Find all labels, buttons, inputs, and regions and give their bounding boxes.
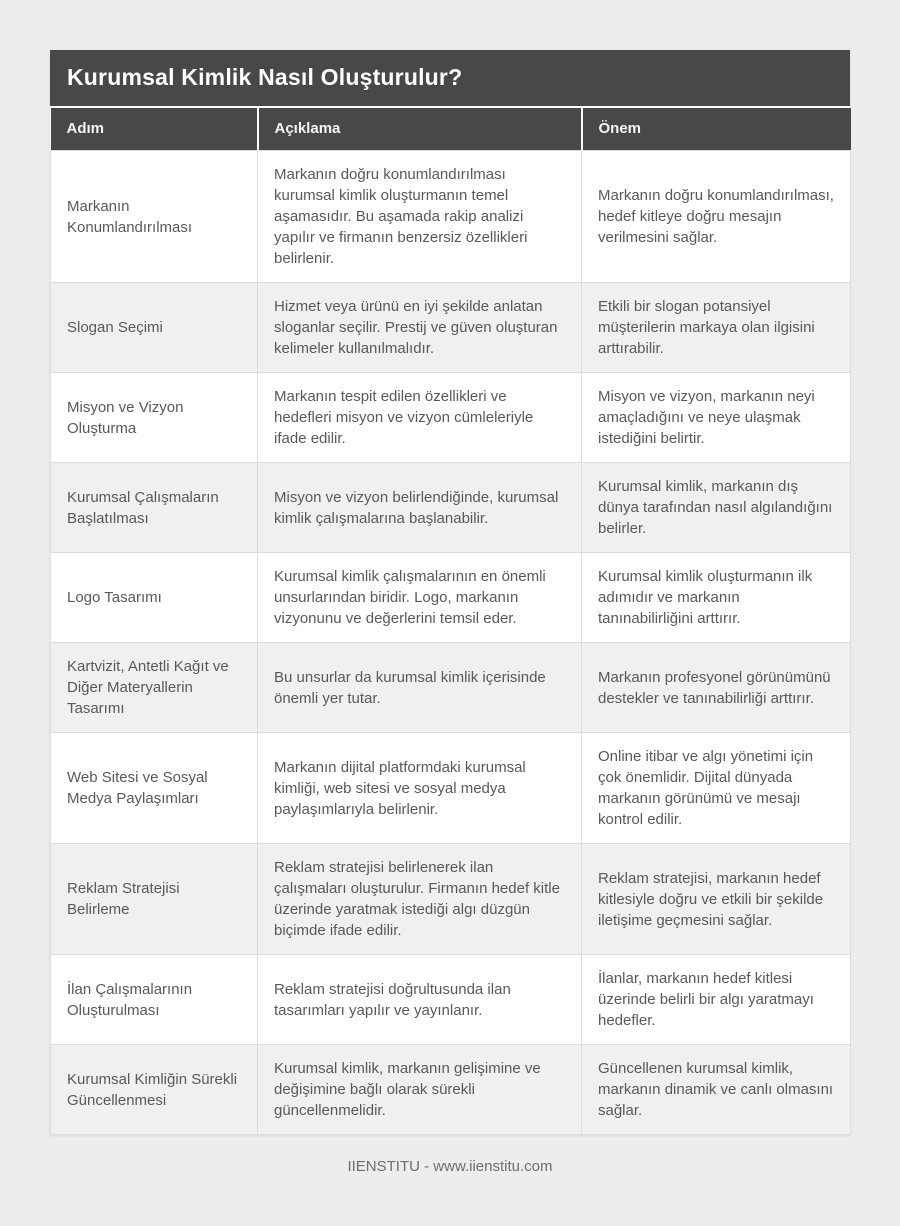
- importance-cell: Reklam stratejisi, markanın hedef kitlesiyle doğru ve etkili bir şekilde iletişime geçmesini sağlar.: [582, 844, 851, 955]
- column-header-step: Adım: [51, 108, 258, 151]
- table-row: [51, 463, 851, 553]
- step-cell: İlan Çalışmalarının Oluşturulması: [51, 955, 258, 1045]
- step-cell: Kurumsal Çalışmaların Başlatılması: [51, 463, 258, 553]
- step-cell: Misyon ve Vizyon Oluşturma: [51, 373, 258, 463]
- importance-cell: Kurumsal kimlik oluşturmanın ilk adımıdır ve markanın tanınabilirliğini arttırır.: [582, 553, 851, 643]
- description-cell: Markanın doğru konumlandırılması kurumsal kimlik oluşturmanın temel aşamasıdır. Bu aşamada rakip analizi yapılır ve firmanın benzersiz özellikleri belirlenir.: [258, 151, 582, 283]
- importance-cell: Markanın doğru konumlandırılması, hedef kitleye doğru mesajın verilmesini sağlar.: [582, 151, 851, 283]
- title-bar: [50, 50, 850, 108]
- table-row: [51, 1045, 851, 1135]
- description-cell: Kurumsal kimlik çalışmalarının en önemli unsurlarından biridir. Logo, markanın vizyonunu ve değerlerini temsil eder.: [258, 553, 582, 643]
- importance-cell: Kurumsal kimlik, markanın dış dünya tarafından nasıl algılandığını belirler.: [582, 463, 851, 553]
- page-title: Kurumsal Kimlik Nasıl Oluşturulur?: [67, 64, 463, 90]
- importance-cell: Markanın profesyonel görünümünü destekler ve tanınabilirliği arttırır.: [582, 643, 851, 733]
- step-cell: Kartvizit, Antetli Kağıt ve Diğer Materyallerin Tasarımı: [51, 643, 258, 733]
- step-cell: Slogan Seçimi: [51, 283, 258, 373]
- description-cell: Hizmet veya ürünü en iyi şekilde anlatan sloganlar seçilir. Prestij ve güven oluşturan kelimeler kullanılmalıdır.: [258, 283, 582, 373]
- table-header-row: [51, 108, 851, 151]
- table-row: [51, 955, 851, 1045]
- table-row: [51, 844, 851, 955]
- footer-credit: IIENSTITU - www.iienstitu.com: [347, 1158, 553, 1175]
- step-cell: Kurumsal Kimliğin Sürekli Güncellenmesi: [51, 1045, 258, 1135]
- column-header-description: Açıklama: [258, 108, 582, 151]
- description-cell: Reklam stratejisi doğrultusunda ilan tasarımları yapılır ve yayınlanır.: [258, 955, 582, 1045]
- step-cell: Reklam Stratejisi Belirleme: [51, 844, 258, 955]
- description-cell: Reklam stratejisi belirlenerek ilan çalışmaları oluşturulur. Firmanın hedef kitle üzerinde yaratmak istediği algı düzgün biçimde ifade edilir.: [258, 844, 582, 955]
- step-cell: Web Sitesi ve Sosyal Medya Paylaşımları: [51, 733, 258, 844]
- importance-cell: Online itibar ve algı yönetimi için çok önemlidir. Dijital dünyada markanın görünümü ve mesajı kontrol edilir.: [582, 733, 851, 844]
- description-cell: Bu unsurlar da kurumsal kimlik içerisinde önemli yer tutar.: [258, 643, 582, 733]
- table-row: [51, 373, 851, 463]
- importance-cell: İlanlar, markanın hedef kitlesi üzerinde belirli bir algı yaratmayı hedefler.: [582, 955, 851, 1045]
- step-cell: Logo Tasarımı: [51, 553, 258, 643]
- importance-cell: Etkili bir slogan potansiyel müşterilerin markaya olan ilgisini arttırabilir.: [582, 283, 851, 373]
- table-row: [51, 283, 851, 373]
- table-row: [51, 151, 851, 283]
- table-row: [51, 733, 851, 844]
- importance-cell: Güncellenen kurumsal kimlik, markanın dinamik ve canlı olmasını sağlar.: [582, 1045, 851, 1135]
- description-cell: Markanın tespit edilen özellikleri ve hedefleri misyon ve vizyon cümleleriyle ifade edilir.: [258, 373, 582, 463]
- corporate-identity-table: [50, 108, 851, 1135]
- description-cell: Markanın dijital platformdaki kurumsal kimliği, web sitesi ve sosyal medya paylaşımlarıyla belirlenir.: [258, 733, 582, 844]
- table-row: [51, 553, 851, 643]
- importance-cell: Misyon ve vizyon, markanın neyi amaçladığını ve neye ulaşmak istediğini belirtir.: [582, 373, 851, 463]
- corporate-identity-card: [50, 50, 850, 1135]
- description-cell: Kurumsal kimlik, markanın gelişimine ve değişimine bağlı olarak sürekli güncellenmelidir.: [258, 1045, 582, 1135]
- step-cell: Markanın Konumlandırılması: [51, 151, 258, 283]
- table-row: [51, 643, 851, 733]
- description-cell: Misyon ve vizyon belirlendiğinde, kurumsal kimlik çalışmalarına başlanabilir.: [258, 463, 582, 553]
- column-header-importance: Önem: [582, 108, 851, 151]
